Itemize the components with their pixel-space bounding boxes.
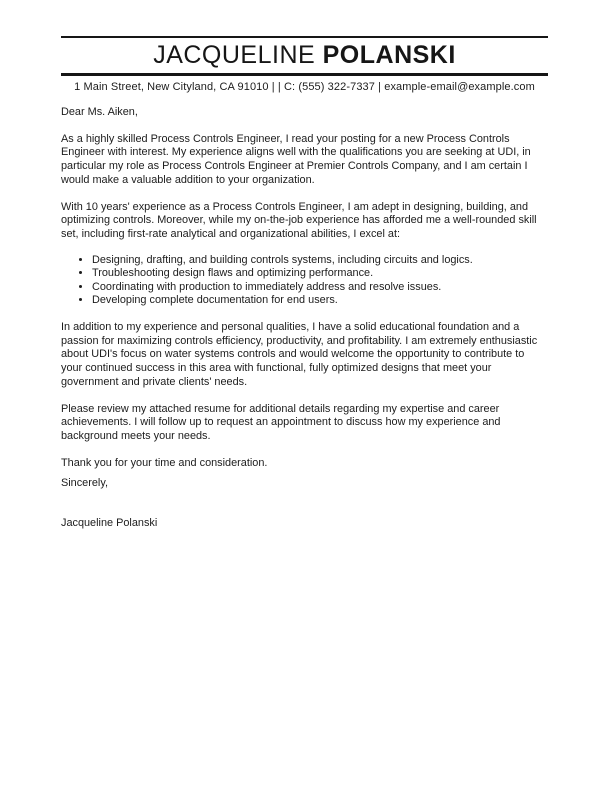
list-item: • Troubleshooting design flaws and optimizing performance.	[92, 267, 548, 281]
first-name: JACQUELINE	[153, 41, 316, 69]
page-title	[61, 38, 548, 73]
paragraph-education: In addition to my experience and personal qualities, I have a solid educational foundation and a passion for maximizing controls efficiency, productivity, and profitability. I am extremely enthusiastic about UDI's focus on water systems controls and would welcome the opportunity to contribute to your continued success in this area with functional, fully optimized designs that meet your government and private clients' needs.	[61, 321, 538, 388]
list-item: • Designing, drafting, and building controls systems, including circuits and logics.	[92, 254, 548, 268]
skills-list	[61, 254, 548, 308]
signature-name: Jacqueline Polanski	[61, 517, 158, 530]
letter-body	[61, 106, 548, 531]
last-name: POLANSKI	[322, 41, 456, 69]
salutation: Dear Ms. Aiken,	[61, 106, 138, 118]
list-item: • Coordinating with production to immediately address and resolve issues.	[92, 281, 548, 295]
list-item: • Developing complete documentation for end users.	[92, 294, 548, 308]
paragraph-intro: As a highly skilled Process Controls Engineer, I read your posting for a new Process Controls Engineer with interest. My experience aligns well with the qualifications you are seeking at UDI, in particular my role as Process Controls Engineer at Premier Controls Company, and I am certain I would make a valuable addition to your organization.	[61, 132, 531, 186]
header-bottom-rule	[61, 73, 548, 76]
letter-header	[61, 36, 548, 94]
paragraph-followup: Please review my attached resume for additional details regarding my expertise and career achievements. I will follow up to request an appointment to discuss how my experience and background meets your needs.	[61, 402, 501, 442]
thank-you-line: Thank you for your time and consideration.	[61, 456, 268, 469]
closing-line: Sincerely,	[61, 477, 109, 490]
contact-line: 1 Main Street, New Cityland, CA 91010 | | C: (555) 322-7337 | example-email@example.com	[74, 81, 535, 93]
paragraph-experience: With 10 years' experience as a Process Controls Engineer, I am adept in designing, building, and optimizing controls. Moreover, while my on-the-job experience has afforded me a well-rounded skill set, including first-rate analytical and organizational abilities, I excel at:	[61, 200, 537, 240]
